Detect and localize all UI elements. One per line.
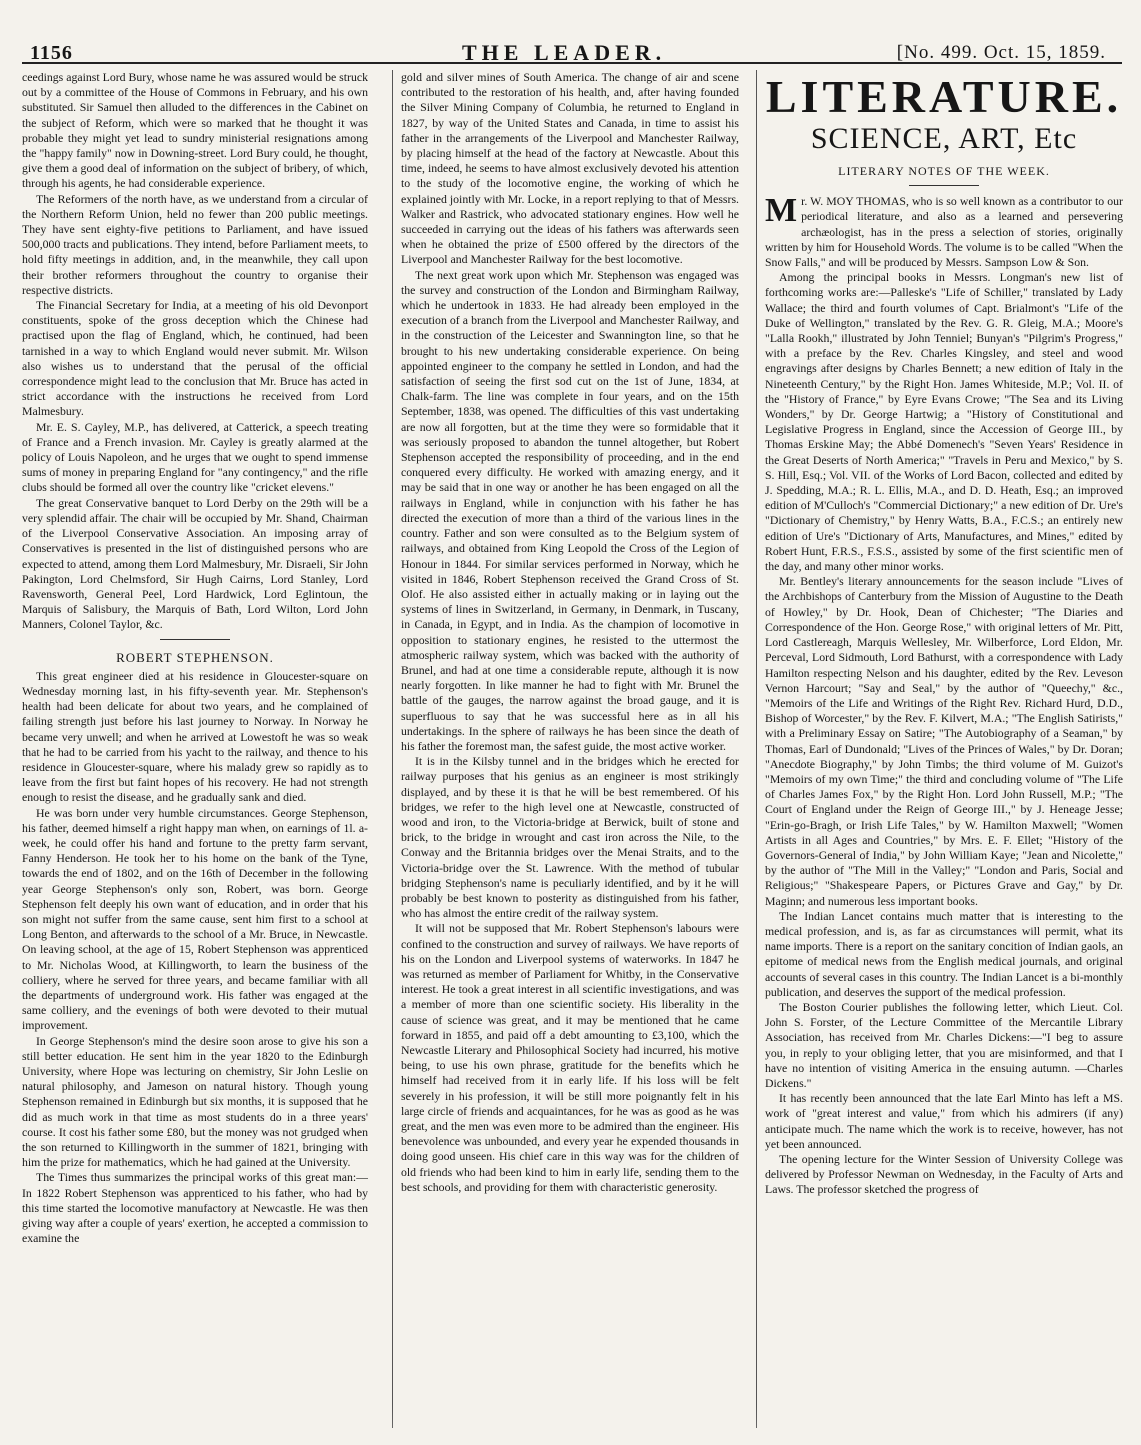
paragraph: The next great work upon which Mr. Stephenson was engaged was the survey and construction of the London and Birmingham Railway, which he undertook in 1833. He had already been employed in the execution of a branch from the Liverpool and Manchester Railway, and in the construction of the Leicester and Swannington line, so that he brought to his new undertaking considerable experience. On being appointed engineer to the company he settled in London, and had the satisfaction of seeing the first sod cut on the 1st of June, 1834, at Chalk-farm. The line was complete in four years, and on the 15th September, 1838, was opened. The difficulties of this vast undertaking are now all forgotten, but at the time they were so formidable that it was seriously proposed to abandon the tunnel altogether, but Robert Stephenson accepted the responsibility of proceeding, and in the end conquered every difficulty. He worked with amazing energy, and it may be said that in one way or another he has been engaged on all the railways in England, while in conjunction with his father he has directed the execution of more than a third of the various lines in the country. Father and son were consulted as to the Belgium system of railways, and obtained from King Leopold the Cross of the Legion of Honour in 1844. For similar services performed in Norway, which he visited in 1846, Robert Stephenson received the Grand Cross of St. Olof. He also assisted either in actually making or in laying out the systems of lines in Switzerland, in Germany, in Denmark, in Tuscany, in Canada, in Egypt, and in India. As the champion of locomotive in opposition to stationary engines, he resisted to the uttermost the atmospheric railway system, which was backed with the authority of Brunel, and had at one time a considerable repute, although it is now nearly forgotten. In like manner he had to fight with Mr. Brunel the battle of the gauges, the narrow against the broad gauge, and it is superfluous to say that he was successful here as in all his undertakings. In the sphere of railways he has been since the death of his father the foremost man, the safest guide, the most active worker. bbox=[401, 267, 739, 753]
paragraph: He was born under very humble circumstances. George Stephenson, his father, deemed himself a right happy man when, on earnings of 1l. a-week, he could offer his hand and fortune to the pretty farm servant, Fanny Henderson. He took her to his home on the bank of the Tyne, towards the end of 1802, and on the 16th of December in the following year George Stephenson's only son, Robert, was born. George Stephenson felt deeply his own want of education, and in order that his son might not suffer from the same cause, sent him first to a school at Long Benton, and afterwards to the school of a Mr. Bruce, in Newcastle. On leaving school, at the age of 15, Robert Stephenson was apprenticed to Mr. Nicholas Wood, at Killingworth, to learn the business of the colliery, where he served for three years, and became familiar with all the departments of underground work. His father was engaged at the same colliery, and the evenings of both were devoted to their mutual improvement. bbox=[22, 805, 368, 1033]
section-title: ROBERT STEPHENSON. bbox=[116, 649, 274, 665]
newspaper-title: THE LEADER. bbox=[462, 40, 667, 65]
paragraph: gold and silver mines of South America. The change of air and scene contributed to the restoration of his health, and, after having founded the Silver Mining Company of Columbia, he returned to England in 1827, by way of the United States and Canada, in time to assist his father in the arrangements of the Liverpool and Manchester Railway, by placing himself at the head of the factory at Newcastle. About this time, indeed, he seems to have almost exclusively devoted his attention to the study of the locomotive engine, the working of which he explained jointly with Mr. Locke, in a report replying to that of Messrs. Walker and Rastrick, who advocated stationary engines. How well he succeeded in carrying out the ideas of his fathers was afterwards seen when he obtained the prize of £500 offered by the directors of the Liverpool and Manchester Railway for the best locomotive. bbox=[401, 70, 739, 267]
issue-info: [No. 499. Oct. 15, 1859. bbox=[896, 42, 1106, 63]
newspaper-page bbox=[22, 28, 1122, 1433]
paragraph: The Reformers of the north have, as we understand from a circular of the Northern Reform Union, held no fewer than 200 public meetings. They have sent eighty-five petitions to Parliament, and have issued 500,000 tracts and publications. They intend, before Parliament meets, to hold fifty meetings in addition, and, in the meanwhile, they call upon their brother reformers throughout the country to organise their respective districts. bbox=[22, 191, 368, 297]
literature-subheading: SCIENCE, ART, Etc bbox=[810, 122, 1078, 155]
literature-heading: LITERATURE. bbox=[765, 71, 1123, 122]
paragraph: Mr. E. S. Cayley, M.P., has delivered, at Catterick, a speech treating of France and a French invasion. Mr. Cayley is greatly alarmed at the policy of Louis Napoleon, and he urges that we ought to spend immense sums of money in preparing England for "any contingency," and the rifle clubs should be formed all over the country like "cricket elevens." bbox=[22, 419, 368, 495]
paragraph: It will not be supposed that Mr. Robert Stephenson's labours were confined to the construction and survey of railways. We have reports of his on the London and Liverpool systems of waterworks. In 1847 he was returned as member of Parliament for Whitby, in the Conservative interest. He took a great interest in all scientific investigations, and was a member of more than one scientific society. His liberality in the cause of science was great, and it may be mentioned that he came forward in 1855, and paid off a debt amounting to £3,100, which the Newcastle Literary and Philosophical Society had incurred, his motive being, to use his own phrase, gratitude for the benefits which he himself had received from it in early life. If his loss will be felt severely in his profession, it will be still more poignantly felt in his large circle of friends and acquaintances, for he was as good as he was great, and the men was even more to be admired than the engineer. His benevolence was unbounded, and every year he expended thousands in doing good unseen. His chief care in this way was for the children of old friends who had been kind to him in early life, sending them to the best schools, and providing for them with characteristic generosity. bbox=[401, 921, 739, 1194]
paragraph: Among the principal books in Messrs. Longman's new list of forthcoming works are:—Palleske's "Life of Schiller," translated by Lady Wallace; the third and fourth volumes of Capt. Brialmont's "Life of the Duke of Wellington," translated by the Rev. G. R. Gleig, M.A.; Moore's "Lalla Rookh," illustrated by John Tenniel; Bunyan's "Pilgrim's Progress," with a preface by the Rev. Charles Kingsley, and steel and wood engravings after designs by Charles Bennett; a new edition of Italy in the Nineteenth Century," by the Right Hon. James Whiteside, M.P.; Vol. II. of the "History of France," by Eyre Evans Crowe; "The Sea and its Living Wonders," by Dr. George Hartwig; a "History of Constitutional and Legislative Progress in England, since the Accession of George III., by Thomas Erskine May; the Abbé Domenech's "Seven Years' Residence in the Great Deserts of North America;" "Travels in Peru and Mexico," by S. S. Hill, Esq.; Vol. VII. of the Works of Lord Bacon, collected and edited by J. Spedding, M.A.; R. L. Ellis, M.A., and D. D. Heath, Esq.; an improved edition of M'Culloch's "Commercial Dictionary;" a new edition of Dr. Ure's "Dictionary of Chemistry," by Henry Watts, B.A., F.C.S.; an entirely new edition of Ure's "Dictionary of Arts, Manufactures, and Mines," edited by Robert Hunt, F.R.S., F.S.S., assisted by some of the first scientific men of the day, and many other minor works. bbox=[765, 270, 1123, 574]
divider bbox=[909, 185, 979, 186]
paragraph: The Boston Courier publishes the following letter, which Lieut. Col. John S. Forster, of the Lecture Committee of the Mercantile Library Association, has received from Mr. Charles Dickens:—"I beg to assure you, in reply to your obliging letter, that you are misinformed, and that I have no intention of visiting America in the ensuing autumn. —Charles Dickens." bbox=[765, 999, 1123, 1090]
column-1 bbox=[22, 70, 368, 1428]
paragraph: The Financial Secretary for India, at a meeting of his old Devonport constituents, spoke of the gross deception which the Chinese had practised upon the flag of England, which, he continued, had been tarnished in a way to which England would never submit. Mr. Wilson also wishes us to understand that the perusal of the official correspondence might lead to the conclusion that Mr. Bruce has acted in strict accordance with the instructions he received from Lord Malmesbury. bbox=[22, 298, 368, 419]
paragraph: ceedings against Lord Bury, whose name he was assured would be struck out by a committee of the House of Commons in February, and his own substituted. Sir Samuel then alluded to the differences in the Cabinet on the subject of Reform, which were so marked that he thought it was probable they might yet lead to sundry ministerial resignations among the "happy family" now in Downing-street. Lord Bury could, he thought, give them a good deal of information on the subject of bribery, of which, through his agents, he had considerable experience. bbox=[22, 70, 368, 191]
divider bbox=[160, 639, 230, 640]
paragraph: The opening lecture for the Winter Session of University College was delivered by Professor Newman on Wednesday, in the Faculty of Arts and Laws. The professor sketched the progress of bbox=[765, 1152, 1123, 1197]
paragraph: It has recently been announced that the late Earl Minto has left a MS. work of "great interest and value," from which his admirers (if any) anticipate much. The name which the work is to receive, however, has not yet been announced. bbox=[765, 1091, 1123, 1151]
column-3 bbox=[756, 70, 1123, 1428]
paragraph: This great engineer died at his residence in Gloucester-square on Wednesday morning last, in his fifty-seventh year. Mr. Stephenson's health had been delicate for about two years, and he complained of failing strength just before his last journey to Norway. In Norway he became very unwell; and when he arrived at Lowestoft he was so weak that he had to be carried from his yacht to the railway, and thence to his residence in Gloucester-square, where his malady grew so rapidly as to leave from the first but faint hopes of his recovery. He had not strength enough to resist the disease, and he gradually sank and died. bbox=[22, 668, 368, 805]
paragraph: In George Stephenson's mind the desire soon arose to give his son a still better education. He sent him in the year 1820 to the Edinburgh University, where Hope was lecturing on chemistry, Sir John Leslie on natural philosophy, and Jameson on natural history. Though young Stephenson remained in Edinburgh but six months, it is supposed that he did as much work in that time as most students do in a three years' course. It cost his father some £80, but the money was not grudged when the son returned to Killingworth in the summer of 1821, bringing with him the prize for mathematics, which he had gained at the University. bbox=[22, 1033, 368, 1170]
drop-cap: M bbox=[765, 192, 798, 230]
paragraph: The Indian Lancet contains much matter that is interesting to the medical profession, and is, as far as circumstances will permit, what its name imports. There is a report on the sanitary concition of Indian gaols, an epitome of medical news from the English medical journals, and original accounts of several cases in this country. The Indian Lancet is a bi-monthly publication, and deserves the support of the medical profession. bbox=[765, 908, 1123, 999]
paragraph: The great Conservative banquet to Lord Derby on the 29th will be a very splendid affair. The chair will be occupied by Mr. Shand, Chairman of the Liverpool Conservative Association. An imposing array of Conservatives is presented in the list of distinguished persons who are expected to attend, among them Lord Malmesbury, Mr. Disraeli, Sir John Pakington, Lord Chelmsford, Sir Hugh Cairns, Lord Stanley, Lord Ravensworth, General Peel, Lord Hardwick, Lord Eglintoun, the Marquis of Salisbury, the Marquis of Bath, Lord Wilton, Lord John Manners, Colonel Taylor, &c. bbox=[22, 495, 368, 632]
column-2 bbox=[392, 70, 739, 1428]
masthead bbox=[22, 28, 1122, 64]
paragraph-text: r. W. MOY THOMAS, who is so well known as a contributor to our periodical literature, and also as a learned and persevering archæologist, has in the press a selection of stories, originally written by him for Household Words. The volume is to be called "When the Snow Falls," and will be produced by Messrs. Sampson Low & Son. bbox=[765, 194, 1123, 270]
page-edge bbox=[0, 1405, 1141, 1445]
paragraph: It is in the Kilsby tunnel and in the bridges which he erected for railway purposes that his genius as an engineer is most strikingly displayed, and by these it is that he will be best remembered. Of his bridges, we refer to the high level one at Newcastle, constructed of wood and iron, to the Victoria-bridge at Berwick, built of stone and brick, to the bridge in wrought and cast iron across the Nile, to the Conway and the Britannia bridges over the Menai Straits, and to the Victoria-bridge over the St. Lawrence. With the method of tubular bridging Stephenson's name is peculiarly identified, and by it he will probably be best known to posterity as distinguished from his father, who has almost the entire credit of the railway system. bbox=[401, 754, 739, 921]
paragraph bbox=[765, 194, 1123, 270]
paragraph: The Times thus summarizes the principal works of this great man:—In 1822 Robert Stephenson was apprenticed to his father, who had by this time started the locomotive manufactory at Newcastle. He was then giving way after a couple of years' exertion, he accepted a commission to examine the bbox=[22, 1170, 368, 1246]
notes-title: LITERARY NOTES OF THE WEEK. bbox=[838, 164, 1050, 178]
page-number: 1156 bbox=[30, 42, 73, 64]
paragraph: Mr. Bentley's literary announcements for the season include "Lives of the Archbishops of Canterbury from the Mission of Augustine to the Death of Howley," by Dr. Hook, Dean of Chichester; "The Diaries and Correspondence of the Hon. George Rose," with original letters of Mr. Pitt, Lord Castlereagh, Marquis Wellesley, Mr. Wilberforce, Lord Eldon, Mr. Perceval, Lord Sidmouth, Lord Bathurst, with a correspondence with Lady Hamilton respecting Nelson and his daughter, edited by the Rev. Leveson Vernon Harcourt; "Say and Seal," by the author of "Queechy," &c., "Memoirs of the Life and Writings of the Right Rev. Richard Hurd, D.D., Bishop of Worcester," by the Rev. F. Kilvert, M.A.; "The English Satirists," with a Preliminary Essay on Satire; "The Autobiography of a Seaman," by Thomas, Earl of Dundonald; "Lives of the Princes of Wales," by Dr. Doran; "Anecdote Biography," by John Timbs; the third volume of M. Guizot's "Memoirs of my own Time;" the third and concluding volume of "The Life of Charles James Fox," by the Right Hon. Lord John Russell, M.P.; "The Court of England under the Reign of George III.," by J. Heneage Jesse; "Erin-go-Bragh, or Irish Life Tales," by W. Hamilton Maxwell; "Women Artists in all Ages and Countries," by Mrs. E. F. Ellet; "History of the Governors-General of India," by John William Kaye; "Jean and Nicolette," by the author of "The Mill in the Valley;" "London and Paris, Social and Religious;" "Shakespeare Papers, or Pictures Grave and Gay," by Dr. Maginn; and numerous less important books. bbox=[765, 574, 1123, 908]
